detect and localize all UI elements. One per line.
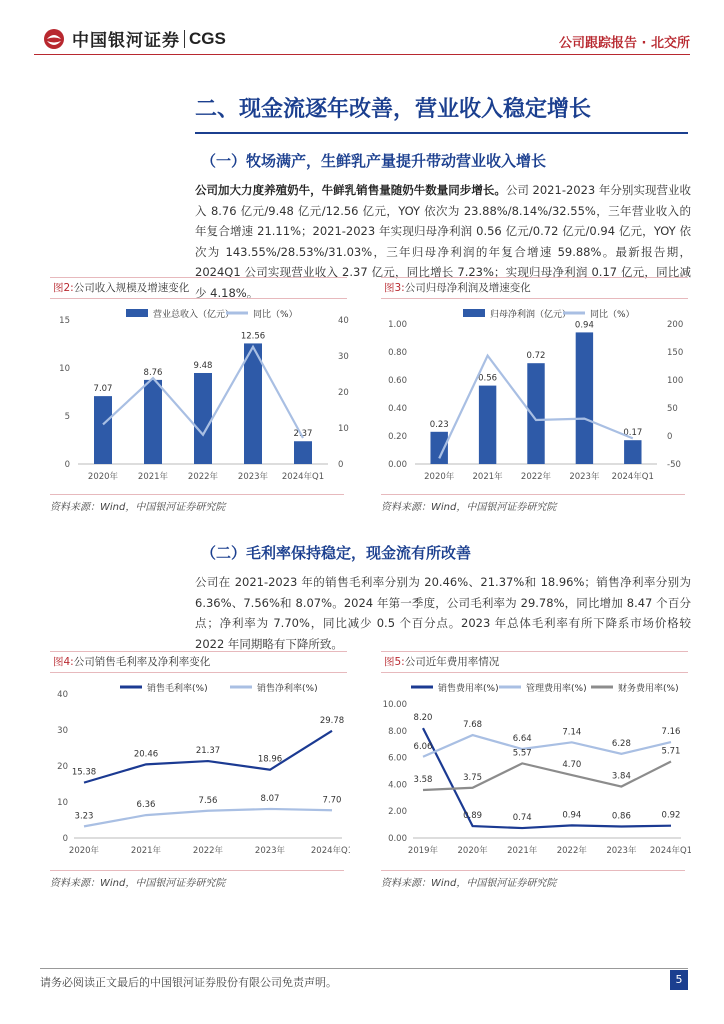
x-axis-tick: 2022年 — [192, 846, 224, 856]
x-axis-tick: 2024年Q1 — [281, 472, 325, 482]
section-title-underline — [195, 132, 688, 134]
right-axis-tick: 200 — [667, 320, 684, 330]
footer-disclaimer: 请务必阅读正文最后的中国银河证券股份有限公司免责声明。 — [40, 976, 337, 989]
legend-finance-rate-label: 财务费用率(%) — [618, 684, 679, 694]
subsection-title-1: （一）牧场满产，生鲜乳产量提升带动营业收入增长 — [201, 152, 547, 170]
right-axis-tick: 10 — [338, 424, 349, 434]
series-2-data-label: 7.68 — [463, 720, 483, 731]
figure-3-number: 图3: — [384, 282, 405, 294]
bar — [576, 332, 593, 464]
bar-data-label: 7.07 — [93, 384, 113, 395]
figure-5-source: 资料来源：Wind，中国银河证券研究院 — [381, 870, 685, 889]
series-3-data-label: 5.57 — [512, 748, 532, 759]
x-axis-tick: 2024年Q1 — [611, 472, 654, 482]
series-2-data-label: 6.06 — [413, 741, 433, 752]
x-axis-tick: 2020年 — [457, 846, 488, 856]
y-axis-tick: 8.00 — [388, 726, 407, 737]
left-axis-tick: 0.80 — [388, 348, 407, 358]
x-axis-tick: 2021年 — [137, 472, 169, 482]
x-axis-tick: 2024年Q1 — [310, 846, 350, 856]
legend-bar-label: 归母净利润（亿元） — [490, 310, 572, 320]
left-axis-tick: 0.00 — [388, 460, 407, 470]
left-axis-tick: 1.00 — [388, 320, 407, 330]
logo-mark-icon — [42, 28, 66, 50]
right-axis-tick: 50 — [667, 404, 678, 414]
series-1-data-label: 0.94 — [562, 810, 582, 821]
subsection-title-2: （二）毛利率保持稳定，现金流有所改善 — [201, 544, 472, 562]
logo-text-cn: 中国银河证券 — [72, 31, 180, 51]
bar-data-label: 0.17 — [623, 428, 643, 439]
series-2-data-label: 3.23 — [74, 811, 94, 822]
right-axis-tick: 100 — [667, 376, 684, 386]
legend-selling-rate-label: 销售费用率(%) — [438, 684, 499, 694]
page-number: 5 — [670, 970, 688, 990]
bar — [479, 386, 496, 464]
x-axis-tick: 2020年 — [424, 472, 455, 482]
right-axis-tick: 150 — [667, 348, 684, 358]
series-1-data-label: 8.20 — [413, 713, 433, 724]
bar-data-label: 2.37 — [293, 429, 313, 440]
y-axis-tick: 6.00 — [388, 753, 407, 764]
figure-4-number: 图4: — [53, 656, 74, 668]
bar — [244, 343, 262, 464]
bar-data-label: 9.48 — [193, 360, 213, 371]
footer-divider — [40, 968, 688, 969]
left-axis-tick: 0 — [64, 460, 70, 470]
series-3-data-label: 4.70 — [562, 760, 582, 771]
series-2-data-label: 8.07 — [260, 793, 280, 804]
header-divider — [34, 54, 690, 55]
bar-data-label: 0.56 — [478, 373, 498, 384]
figure-4-title: 公司销售毛利率及净利率变化 — [73, 656, 211, 668]
figure-3-caption — [381, 277, 688, 299]
series-2-data-label: 7.16 — [661, 727, 681, 738]
figure-3-chart — [381, 298, 691, 490]
series-3-data-label: 3.75 — [463, 772, 483, 783]
x-axis-tick: 2021年 — [507, 846, 538, 856]
series-2-data-label: 6.64 — [512, 734, 532, 745]
x-axis-tick: 2021年 — [472, 472, 503, 482]
x-axis-tick: 2022年 — [520, 472, 552, 482]
series-1-data-label: 18.96 — [257, 754, 283, 765]
bar-data-label: 8.76 — [143, 367, 163, 378]
series-line-2 — [84, 809, 332, 826]
bar — [94, 396, 112, 464]
series-2-data-label: 6.36 — [136, 800, 156, 811]
legend-admin-rate-label: 管理费用率(%) — [526, 684, 587, 694]
right-axis-tick: 0 — [667, 432, 673, 442]
figure-5-caption — [381, 651, 688, 673]
series-3-data-label: 5.71 — [661, 746, 681, 757]
bar — [194, 373, 212, 464]
series-1-data-label: 0.89 — [463, 811, 483, 822]
paragraph-2: 公司在 2021-2023 年的销售毛利率分别为 20.46%、21.37%和 18.96%；销售净利率分别为 6.36%、7.56%和 8.07%。2024 年第一季度，公司毛利率为 29.78%，同比增加 8.47 个百分点；净利率为 7.70%，同比减少 0.5 个百分点。2023 年总体毛利率有所下降系市场价格较 2022 年同期略有下降所致。 — [195, 575, 691, 651]
series-1-data-label: 0.74 — [512, 813, 532, 824]
figure-4-svg — [50, 672, 350, 868]
series-line-1 — [84, 731, 332, 783]
figure-3-title: 公司归母净利润及增速变化 — [404, 282, 531, 294]
left-axis-tick: 15 — [59, 316, 70, 326]
legend-gross-margin-label: 销售毛利率(%) — [147, 684, 208, 694]
bar — [294, 441, 312, 464]
y-axis-tick: 0.00 — [388, 834, 407, 844]
figure-4-caption — [50, 651, 347, 673]
bar-data-label: 0.23 — [429, 419, 449, 430]
figure-5-chart — [381, 672, 691, 868]
brand-logo — [42, 26, 226, 51]
figure-3-source: 资料来源：Wind，中国银河证券研究院 — [381, 494, 685, 513]
figure-2-chart — [50, 298, 350, 490]
bar-data-label: 0.94 — [574, 320, 594, 331]
paragraph-1-body: 公司 2021-2023 年分别实现营业收入 8.76 亿元/9.48 亿元/12.56 亿元，YOY 依次为 23.88%/8.14%/32.55%，三年营业收入的年复合增速 21.11%；2021-2023 年实现归母净利润 0.56 亿元/0.72 亿元/0.94 亿元，YOY 依次为 143.55%/28.53%/31.03%，三年归母净利润的年复合增速 59.88%。最新报告期，2024Q1 公司实现营业收入 2.37 亿元，同比增长 7.23%；实现归母净利润 0.17 亿元，同比减少 4.18%。 — [195, 183, 691, 300]
figure-2-svg — [50, 298, 350, 490]
x-axis-tick: 2022年 — [556, 846, 587, 856]
x-axis-tick: 2023年 — [606, 846, 637, 856]
x-axis-tick: 2022年 — [187, 472, 219, 482]
bar-data-label: 12.56 — [240, 331, 266, 342]
series-1-data-label: 29.78 — [319, 715, 345, 726]
figure-4-source: 资料来源：Wind，中国银河证券研究院 — [50, 870, 344, 889]
series-2-data-label: 6.28 — [611, 738, 631, 749]
x-axis-tick: 2020年 — [68, 846, 100, 856]
logo-text-en: CGS — [189, 28, 226, 48]
y-axis-tick: 30 — [57, 726, 68, 736]
figure-5-svg — [381, 672, 691, 868]
y-axis-tick: 0 — [62, 834, 68, 844]
left-axis-tick: 0.20 — [388, 432, 407, 442]
legend-bar-label: 营业总收入（亿元） — [153, 310, 235, 320]
figure-5-number: 图5: — [384, 656, 405, 668]
right-axis-tick: 30 — [338, 352, 349, 362]
left-axis-tick: 5 — [64, 412, 70, 422]
figure-2-source: 资料来源：Wind，中国银河证券研究院 — [50, 494, 344, 513]
series-1-data-label: 15.38 — [71, 767, 97, 778]
bar-data-label: 0.72 — [526, 351, 546, 362]
x-axis-tick: 2023年 — [254, 846, 286, 856]
figure-3-svg — [381, 298, 691, 490]
legend-bar-swatch — [126, 309, 148, 317]
series-line-3 — [423, 761, 671, 790]
series-2-data-label: 7.56 — [198, 795, 218, 806]
legend-net-margin-label: 销售净利率(%) — [257, 684, 318, 694]
x-axis-tick: 2023年 — [237, 472, 269, 482]
right-axis-tick: 20 — [338, 388, 349, 398]
figure-2-title: 公司收入规模及增速变化 — [73, 282, 190, 294]
report-type-label: 公司跟踪报告 · 北交所 — [559, 36, 690, 51]
series-2-data-label: 7.70 — [322, 795, 342, 806]
y-axis-tick: 2.00 — [388, 807, 407, 818]
left-axis-tick: 0.40 — [388, 404, 407, 414]
series-1-data-label: 20.46 — [133, 749, 159, 760]
left-axis-tick: 10 — [59, 364, 70, 374]
series-1-data-label: 0.92 — [661, 810, 681, 821]
y-axis-tick: 10 — [57, 798, 68, 808]
x-axis-tick: 2020年 — [87, 472, 119, 482]
logo-divider — [184, 30, 185, 48]
right-axis-tick: 0 — [338, 460, 344, 470]
x-axis-tick: 2024年Q1 — [649, 846, 691, 856]
right-axis-tick: 40 — [338, 316, 349, 326]
series-3-data-label: 3.84 — [611, 771, 631, 782]
series-1-data-label: 21.37 — [195, 746, 221, 757]
x-axis-tick: 2023年 — [569, 472, 600, 482]
figure-4-chart — [50, 672, 350, 868]
y-axis-tick: 40 — [57, 690, 68, 700]
left-axis-tick: 0.60 — [388, 376, 407, 386]
paragraph-1-lead: 公司加大力度养殖奶牛，牛鲜乳销售量随奶牛数量同步增长。 — [195, 183, 506, 197]
figure-2-caption — [50, 277, 347, 299]
legend-bar-swatch — [463, 309, 485, 317]
series-1-data-label: 0.86 — [611, 811, 631, 822]
page-header — [0, 0, 724, 60]
x-axis-tick: 2019年 — [407, 846, 439, 856]
section-title: 二、现金流逐年改善，营业收入稳定增长 — [195, 96, 592, 122]
legend-line-label: 同比（%） — [253, 310, 298, 320]
series-line-2 — [423, 735, 671, 757]
legend-line-label: 同比（%） — [590, 310, 635, 320]
bar — [624, 440, 641, 464]
y-axis-tick: 20 — [57, 762, 68, 772]
y-axis-tick: 10.00 — [382, 700, 407, 710]
right-axis-tick: -50 — [667, 460, 681, 470]
figure-5-title: 公司近年费用率情况 — [404, 656, 500, 668]
figure-2-number: 图2: — [53, 282, 74, 294]
series-line-1 — [423, 728, 671, 828]
x-axis-tick: 2021年 — [130, 846, 162, 856]
bar — [144, 380, 162, 464]
series-2-data-label: 7.14 — [562, 727, 582, 738]
y-axis-tick: 4.00 — [388, 780, 407, 791]
series-3-data-label: 3.58 — [413, 775, 433, 786]
